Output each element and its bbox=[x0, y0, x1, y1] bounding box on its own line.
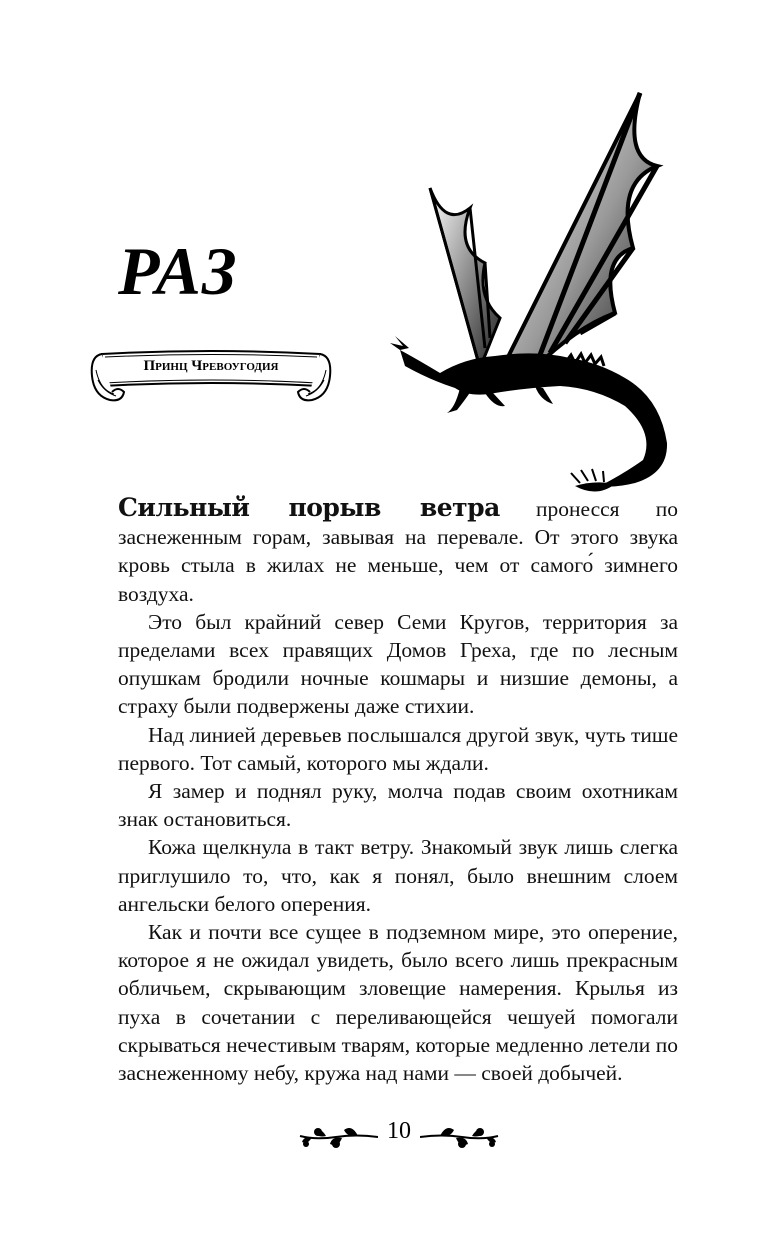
paragraph: Кожа щелкнула в такт ветру. Знакомый звук лишь слегка приглушило то, что, как я понял, было внешним слоем ангельски белого оперения. bbox=[118, 835, 678, 916]
chapter-number-heading: РАЗ bbox=[118, 233, 239, 309]
chapter-body bbox=[118, 494, 678, 1087]
floral-ornament-icon bbox=[420, 1122, 502, 1152]
paragraph-text: пронесся по заснеженным горам, завывая на перевале. От этого звука кровь стыла в жилах не меньше, чем от самого́ зимнего воздуха. bbox=[118, 497, 678, 606]
paragraph bbox=[118, 494, 678, 608]
chapter-title: Принц Чревоугодия bbox=[143, 358, 279, 374]
scroll-banner-icon bbox=[88, 346, 334, 410]
paragraph: Как и почти все сущее в подземном мире, это оперение, которое я не ожидал увидеть, было всего лишь прекрасным обличьем, скрывающим зловещие намерения. Крылья из пуха в сочетании с переливающейся чешуей помогали скрываться нечестивым тварям, которые медленно летели по заснеженному небу, кружа над нами — своей добычей. bbox=[118, 920, 678, 1086]
paragraph: Над линией деревьев послышался другой звук, чуть тише первого. Тот самый, которого мы ждали. bbox=[118, 722, 678, 775]
page-footer bbox=[296, 1118, 502, 1158]
chapter-title-banner bbox=[88, 346, 334, 410]
dragon-icon bbox=[385, 88, 675, 508]
lead-in-text: Сильный порыв ветра bbox=[118, 493, 500, 522]
paragraph: Это был крайний север Семи Кругов, территория за пределами всех правящих Домов Греха, где по лесным опушкам бродили ночные кошмары и низшие демоны, а страху были подвержены даже стихии. bbox=[118, 609, 678, 719]
page-number: 10 bbox=[387, 1118, 411, 1144]
paragraph: Я замер и поднял руку, молча подав своим охотникам знак остановиться. bbox=[118, 779, 678, 832]
